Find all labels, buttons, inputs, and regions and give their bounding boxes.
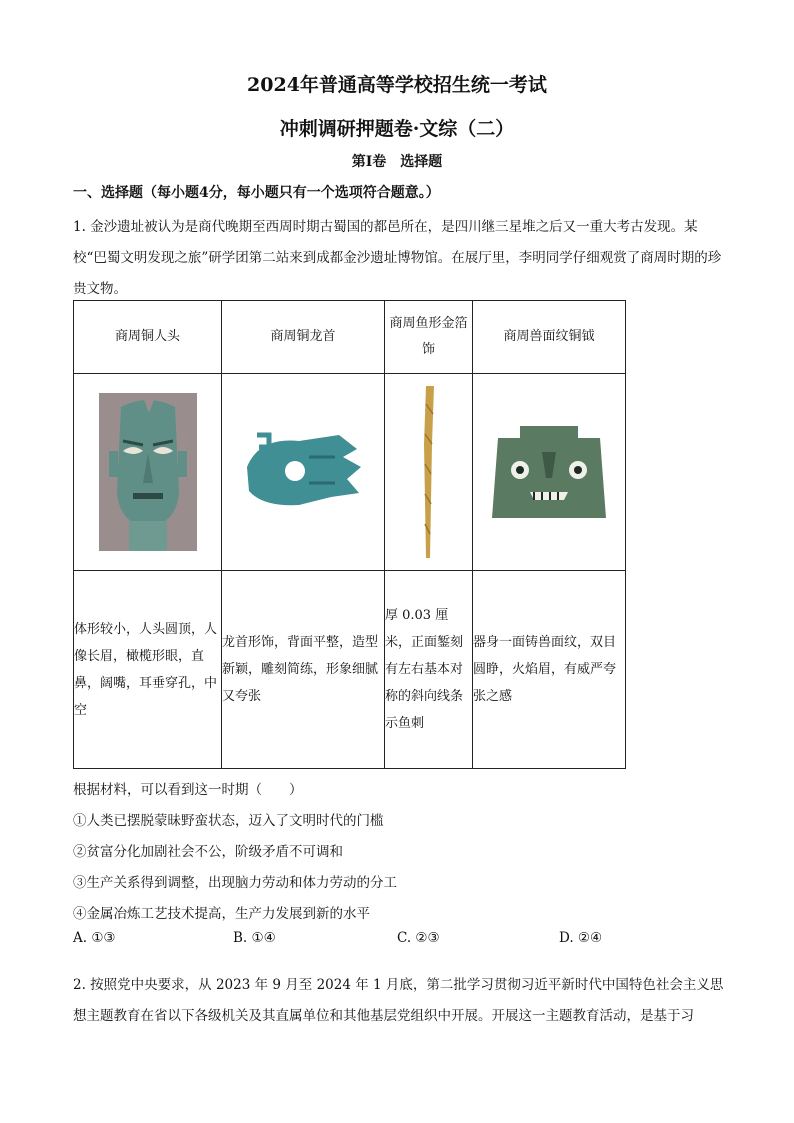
choice-c[interactable]: C. ②③ [397, 930, 440, 946]
question-2-stem: 2. 按照党中央要求，从 2023 年 9 月至 2024 年 1 月底，第二批学习贯彻习近平新时代中国特色社会主义思想主题教育在省以下各级机关及其直属单位和其他基层党组织中开展。开展这一主题教育活动，是基于习 [73, 977, 724, 1024]
exam-subtitle: 冲刺调研押题卷·文综（二） [279, 118, 515, 140]
header-cell: 商周铜龙首 [222, 301, 385, 374]
table-header-row [74, 301, 626, 374]
header-cell: 商周兽面纹铜钺 [473, 301, 626, 374]
description-cell: 体形较小，人头圆顶，人像长眉，橄榄形眼，直鼻，阔嘴，耳垂穿孔，中空 [74, 571, 222, 769]
header-cell: 商周鱼形金箔饰 [385, 301, 473, 374]
answer-choices [73, 930, 723, 950]
header-cell: 商周铜人头 [74, 301, 222, 374]
option-2: ②贫富分化加剧社会不公，阶级矛盾不可调和 [73, 844, 343, 860]
question-1-prompt: 根据材料，可以看到这一时期（ ） [73, 782, 303, 798]
bronze-head-image [99, 393, 197, 551]
bronze-dragon-head-image [239, 427, 367, 517]
gold-fish-foil-image [414, 384, 444, 560]
volume-heading: 第Ⅰ卷 选择题 [351, 154, 443, 170]
artifact-table [73, 300, 626, 769]
bronze-axe-image [490, 422, 608, 522]
description-cell: 龙首形饰，背面平整，造型新颖，雕刻简练，形象细腻又夸张 [222, 571, 385, 769]
table-image-row [74, 374, 626, 571]
table-description-row [74, 571, 626, 769]
description-cell: 器身一面铸兽面纹，双目圆睁，火焰眉，有威严夸张之感 [473, 571, 626, 769]
option-4: ④金属冶炼工艺技术提高，生产力发展到新的水平 [73, 906, 370, 922]
choice-b[interactable]: B. ①④ [233, 930, 276, 946]
choice-d[interactable]: D. ②④ [559, 930, 603, 946]
section-heading: 一、选择题（每小题4分，每小题只有一个选项符合题意。） [73, 185, 440, 201]
question-1-stem: 1. 金沙遗址被认为是商代晚期至西周时期古蜀国的都邑所在，是四川继三星堆之后又一重大考古发现。某校“巴蜀文明发现之旅”研学团第二站来到成都金沙遗址博物馆。在展厅里，李明同学仔细观赏了商周时期的珍贵文物。 [73, 219, 722, 297]
option-1: ①人类已摆脱蒙昧野蛮状态，迈入了文明时代的门槛 [73, 813, 384, 829]
description-cell: 厚 0.03 厘米，正面錾刻有左右基本对称的斜向线条示鱼刺 [385, 571, 473, 769]
choice-a[interactable]: A. ①③ [73, 930, 116, 946]
option-3: ③生产关系得到调整，出现脑力劳动和体力劳动的分工 [73, 875, 397, 891]
exam-title: 2024年普通高等学校招生统一考试 [247, 74, 547, 96]
